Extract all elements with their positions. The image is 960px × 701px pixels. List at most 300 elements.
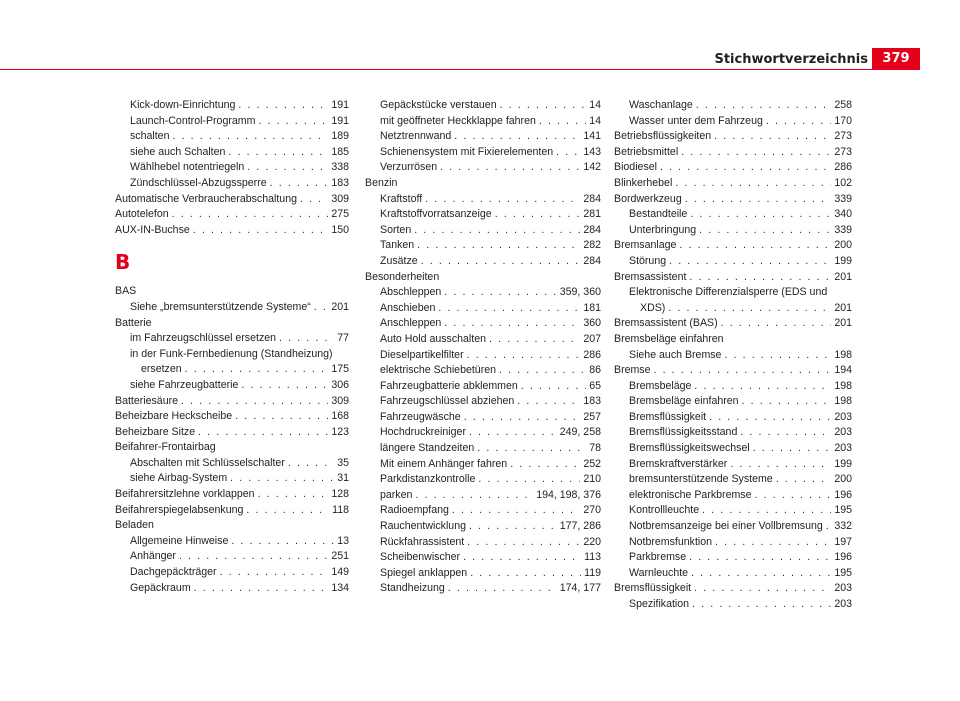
dot-leader	[753, 441, 832, 457]
dot-leader	[194, 581, 329, 597]
dot-leader	[198, 425, 328, 441]
dot-leader	[270, 176, 329, 192]
index-entry	[614, 223, 852, 239]
dot-leader	[702, 503, 831, 519]
index-entry-text: Netztrennwand	[380, 130, 452, 143]
index-heading: Besonderheiten	[365, 270, 440, 283]
index-entry	[365, 503, 601, 519]
index-entry	[115, 534, 349, 550]
index-entry-text: Bordwerkzeug	[614, 192, 682, 205]
dot-leader	[314, 300, 329, 316]
index-entry-text: Biodiesel	[614, 161, 657, 174]
index-entry-text: Waschanlage	[629, 99, 693, 111]
index-entry	[614, 566, 852, 582]
index-entry-page: 181	[583, 301, 601, 314]
dot-leader	[539, 114, 586, 130]
index-entry-page: 142	[583, 161, 601, 174]
index-entry-page: 251	[331, 550, 349, 563]
index-entry	[614, 519, 852, 535]
index-entry-page: 306	[331, 378, 349, 391]
index-entry	[365, 472, 601, 488]
index-heading: Beladen	[115, 519, 154, 532]
index-entry-text: Autotelefon	[115, 208, 169, 221]
index-entry-page: 282	[583, 239, 601, 252]
dot-leader	[238, 98, 328, 114]
index-entry-page: 194	[834, 364, 852, 377]
index-entry	[614, 316, 852, 332]
index-entry-text: Bremsassistent	[614, 270, 687, 283]
dot-leader	[220, 565, 329, 581]
index-entry-page: 196	[834, 551, 852, 564]
index-entry-text: Unterbringung	[629, 223, 697, 236]
index-entry-text: Rauchentwicklung	[380, 520, 466, 533]
index-entry	[614, 301, 852, 317]
index-entry-page: 252	[583, 457, 601, 470]
index-entry-page: 170	[834, 114, 852, 127]
index-entry	[115, 581, 349, 597]
index-entry-text: Anschieben	[380, 301, 436, 314]
index-entry	[614, 457, 852, 473]
index-subentry-text: in der Funk-Fernbedienung (Standheizung)	[130, 347, 333, 360]
dot-leader	[776, 472, 832, 488]
index-entry-text: Gepäckstücke verstauen	[380, 99, 497, 111]
index-entry-text: Bremsbeläge	[629, 379, 692, 392]
index-entry-page: 281	[583, 208, 601, 221]
index-entry-page: 183	[331, 176, 349, 189]
index-entry-text: Notbremsanzeige bei einer Vollbremsung	[629, 520, 823, 533]
index-entry-text: mit geöffneter Heckklappe fahren	[380, 114, 536, 127]
index-entry	[365, 535, 601, 551]
index-entry	[365, 441, 601, 457]
dot-leader	[415, 488, 533, 504]
dot-leader	[709, 410, 831, 426]
index-entry-page: 338	[331, 161, 349, 174]
index-entry	[365, 316, 601, 332]
page-header	[0, 48, 960, 70]
index-entry-text: siehe Airbag-System	[130, 472, 228, 485]
dot-leader	[681, 145, 831, 161]
dot-leader	[742, 394, 832, 410]
dot-leader	[668, 301, 831, 317]
index-entry	[115, 487, 349, 503]
dot-leader	[689, 270, 831, 286]
index-entry-page: 198	[834, 379, 852, 392]
index-entry-text: Siehe „bremsunterstützende Systeme“	[130, 300, 311, 313]
index-entry-page: 203	[834, 426, 852, 439]
index-entry-text: Launch-Control-Programm	[130, 114, 256, 127]
index-entry-page: 360	[583, 317, 601, 330]
dot-leader	[489, 332, 580, 348]
index-entry-page: 195	[834, 504, 852, 517]
index-entry-page: 359, 360	[559, 286, 601, 299]
dot-leader	[714, 129, 831, 145]
index-entry-page: 168	[331, 410, 349, 423]
index-entry-text: Blinkerhebel	[614, 176, 673, 189]
index-entry-text: Beheizbare Sitze	[115, 425, 196, 438]
index-entry	[115, 362, 349, 378]
index-entry	[614, 254, 852, 270]
index-entry-text: Bremsflüssigkeitsstand	[629, 426, 738, 439]
index-entry-text: Beifahrersitzlehne vorklappen	[115, 488, 255, 501]
index-entry-text: Tanken	[380, 239, 415, 252]
index-entry-text: Allgemeine Hinweise	[130, 534, 229, 547]
index-entry	[614, 535, 852, 551]
dot-leader	[288, 456, 334, 472]
dot-leader	[724, 348, 831, 364]
index-entry-text: Siehe auch Bremse	[629, 348, 722, 361]
index-entry	[115, 192, 349, 208]
dot-leader	[444, 316, 580, 332]
index-entry-text: Kraftstoffvorratsanzeige	[380, 208, 492, 221]
index-entry-text: Parkbremse	[629, 551, 687, 564]
index-entry	[115, 160, 349, 176]
dot-leader	[179, 549, 328, 565]
index-entry-page: 86	[589, 364, 601, 377]
index-entry-text: Automatische Verbraucherabschaltung	[115, 192, 297, 205]
index-entry-text: Radioempfang	[380, 504, 449, 517]
index-entry	[614, 425, 852, 441]
index-entry-page: 35	[337, 456, 349, 469]
index-heading: Benzin	[365, 176, 398, 189]
index-entry	[614, 114, 852, 130]
index-entry-page: 123	[331, 425, 349, 438]
header-title: Stichwortverzeichnis	[714, 52, 868, 67]
index-entry-page: 31	[337, 472, 349, 485]
index-entry-page: 149	[331, 566, 349, 579]
index-entry	[115, 456, 349, 472]
index-entry-page: 150	[331, 223, 349, 236]
index-entry	[115, 394, 349, 410]
dot-leader	[181, 394, 328, 410]
index-entry	[614, 238, 852, 254]
dot-leader	[421, 254, 581, 270]
index-entry-text: Fahrzeugwäsche	[380, 410, 461, 423]
index-entry	[365, 160, 601, 176]
index-entry-page: 286	[583, 348, 601, 361]
index-entry	[614, 441, 852, 457]
index-entry-text: längere Standzeiten	[380, 442, 475, 455]
index-entry	[365, 285, 601, 301]
index-entry	[115, 331, 349, 347]
index-heading: Bremsbeläge einfahren	[614, 332, 724, 345]
index-entry-page: 275	[331, 208, 349, 221]
index-entry-page: 340	[834, 208, 852, 221]
index-entry-text: Notbremsfunktion	[629, 535, 713, 548]
index-entry-text: Schienensystem mit Fixierelementen	[380, 145, 554, 158]
index-entry-text: Gepäckraum	[130, 581, 191, 594]
index-entry	[614, 550, 852, 566]
index-entry-text: AUX-IN-Buchse	[115, 223, 190, 236]
index-entry-page: 197	[834, 535, 852, 548]
index-entry	[614, 597, 852, 613]
index-entry-page: 210	[583, 473, 601, 486]
dot-leader	[258, 114, 328, 130]
dot-leader	[478, 472, 580, 488]
index-entry-text: Mit einem Anhänger fahren	[380, 457, 508, 470]
index-entry	[365, 192, 601, 208]
dot-leader	[730, 457, 831, 473]
index-entry-text: Beifahrerspiegelabsenkung	[115, 503, 244, 516]
index-entry-page: 195	[834, 566, 852, 579]
index-entry-page: 273	[834, 145, 852, 158]
index-entry-text: Zusätze	[380, 254, 418, 267]
dot-leader	[467, 535, 580, 551]
index-entry	[115, 503, 349, 519]
index-entry-text: Bestandteile	[629, 208, 688, 221]
index-entry	[365, 207, 601, 223]
header-rule	[0, 69, 872, 70]
dot-leader	[715, 535, 831, 551]
index-entry-text: siehe auch Schalten	[130, 145, 226, 158]
index-entry	[614, 488, 852, 504]
index-entry	[115, 409, 349, 425]
dot-leader	[477, 441, 586, 457]
index-entry-page: 286	[834, 161, 852, 174]
index-entry-text: schalten	[130, 130, 170, 143]
dot-leader	[495, 207, 581, 223]
index-entry	[365, 519, 601, 535]
index-entry-page: 273	[834, 130, 852, 143]
index-entry-text: Verzurrösen	[380, 161, 438, 174]
index-entry	[365, 254, 601, 270]
index-entry-text: Bremse	[614, 364, 651, 377]
index-entry	[115, 378, 349, 394]
index-entry-text: Spezifikation	[629, 598, 690, 610]
index-entry-page: 14	[589, 114, 601, 127]
index-entry-text: Anschleppen	[380, 317, 442, 330]
index-entry-text: Zündschlüssel-Abzugssperre	[130, 176, 267, 189]
index-entry	[614, 98, 852, 114]
index-entry-page: 203	[834, 582, 852, 595]
index-entry	[115, 549, 349, 565]
index-entry-text: Kick-down-Einrichtung	[130, 99, 236, 111]
dot-leader	[444, 285, 556, 301]
index-entry-text: Anhänger	[130, 550, 176, 563]
index-entry-page: 13	[337, 534, 349, 547]
index-entry	[115, 145, 349, 161]
dot-leader	[766, 114, 831, 130]
index-entry-text: Standheizung	[380, 582, 445, 595]
index-entry-page: 199	[834, 457, 852, 470]
index-entry-page: 196	[834, 488, 852, 501]
index-entry-text: XDS)	[640, 301, 666, 314]
dot-leader	[279, 331, 334, 347]
index-entry-page: 309	[331, 192, 349, 205]
index-entry	[365, 348, 601, 364]
index-entry	[365, 238, 601, 254]
index-entry	[365, 363, 601, 379]
index-entry	[614, 176, 852, 192]
dot-leader	[438, 301, 580, 317]
dot-leader	[721, 316, 832, 332]
dot-leader	[660, 160, 831, 176]
index-entry	[614, 207, 852, 223]
index-entry	[365, 145, 601, 161]
index-entry-text: Kontrollleuchte	[629, 504, 700, 517]
index-entry	[115, 471, 349, 487]
dot-leader	[247, 160, 328, 176]
index-entry	[614, 129, 852, 145]
index-entry	[614, 394, 852, 410]
index-entry	[115, 114, 349, 130]
index-entry-page: 134	[331, 581, 349, 594]
index-entry-page: 284	[583, 223, 601, 236]
dot-leader	[414, 223, 580, 239]
index-entry-page: 207	[583, 332, 601, 345]
index-entry-text: Abschalten mit Schlüsselschalter	[130, 456, 285, 469]
index-entry-text: Beheizbare Heckscheibe	[115, 410, 233, 423]
index-entry-page: 339	[834, 223, 852, 236]
index-entry	[115, 207, 349, 223]
index-entry-text: im Fahrzeugschlüssel ersetzen	[130, 332, 277, 345]
index-entry	[365, 114, 601, 130]
dot-leader	[499, 363, 586, 379]
index-entry-text: Spiegel anklappen	[380, 566, 468, 579]
dot-leader	[694, 379, 831, 395]
dot-leader	[464, 410, 581, 426]
dot-leader	[228, 145, 328, 161]
index-entry-page: 198	[834, 395, 852, 408]
dot-leader	[440, 160, 580, 176]
index-entry	[614, 363, 852, 379]
index-entry-page: 200	[834, 239, 852, 252]
dot-leader	[694, 581, 831, 597]
index-entry-text: Bremsassistent (BAS)	[614, 317, 718, 330]
dot-leader	[510, 457, 580, 473]
index-entry-page: 220	[583, 535, 601, 548]
index-entry	[365, 457, 601, 473]
index-heading: Beifahrer-Frontairbag	[115, 441, 216, 454]
index-entry-text: ersetzen	[141, 363, 182, 376]
index-entry-page: 309	[331, 394, 349, 407]
dot-leader	[754, 488, 831, 504]
index-entry-text: parken	[380, 488, 413, 501]
dot-leader	[470, 566, 581, 582]
index-entry	[614, 410, 852, 426]
dot-leader	[463, 550, 581, 566]
index-entry	[614, 348, 852, 364]
index-entry-text: Scheibenwischer	[380, 551, 461, 564]
index-entry-page: 203	[834, 598, 852, 610]
dot-leader	[699, 223, 831, 239]
index-entry	[365, 550, 601, 566]
index-entry-page: 141	[583, 130, 601, 143]
dot-leader	[675, 176, 831, 192]
section-letter: B	[115, 250, 131, 275]
index-entry-text: Betriebsmittel	[614, 145, 679, 158]
index-entry-page: 201	[834, 317, 852, 330]
dot-leader	[669, 254, 831, 270]
index-entry-page: 143	[583, 145, 601, 158]
index-entry-text: Betriebsflüssigkeiten	[614, 130, 712, 143]
index-entry	[115, 176, 349, 192]
index-entry-text: elektronische Parkbremse	[629, 488, 752, 501]
index-entry-text: Batteriesäure	[115, 394, 179, 407]
index-entry-page: 183	[583, 395, 601, 408]
dot-leader	[500, 98, 587, 114]
index-entry	[365, 425, 601, 441]
index-entry-page: 339	[834, 192, 852, 205]
index-entry-page: 65	[589, 379, 601, 392]
index-entry-page: 78	[589, 442, 601, 455]
dot-leader	[300, 192, 328, 208]
index-entry-page: 200	[834, 473, 852, 486]
index-entry	[365, 332, 601, 348]
index-entry-page: 203	[834, 442, 852, 455]
index-entry-page: 203	[834, 410, 852, 423]
index-column-1	[115, 98, 349, 596]
index-entry-page: 332	[834, 520, 852, 533]
index-entry-text: Dieselpartikelfilter	[380, 348, 464, 361]
index-entry-page: 177, 286	[559, 520, 601, 533]
index-entry-text: Parkdistanzkontrolle	[380, 473, 476, 486]
dot-leader	[689, 550, 831, 566]
dot-leader	[556, 145, 580, 161]
index-entry-page: 14	[589, 99, 601, 111]
index-entry	[614, 503, 852, 519]
index-entry-text: Bremsflüssigkeitswechsel	[629, 442, 750, 455]
index-column-2	[365, 98, 601, 597]
dot-leader	[654, 363, 832, 379]
index-entry-page: 119	[584, 566, 601, 579]
index-entry-text: Auto Hold ausschalten	[380, 332, 487, 345]
index-entry	[614, 472, 852, 488]
index-entry-text: Sorten	[380, 223, 412, 236]
index-entry-page: 128	[331, 488, 349, 501]
index-entry-text: Fahrzeugschlüssel abziehen	[380, 395, 515, 408]
dot-leader	[185, 362, 329, 378]
index-entry	[365, 410, 601, 426]
dot-leader	[469, 425, 557, 441]
dot-leader	[696, 98, 832, 114]
index-entry-page: 201	[331, 300, 349, 313]
dot-leader	[172, 129, 328, 145]
dot-leader	[193, 223, 329, 239]
dot-leader	[517, 394, 580, 410]
index-entry	[614, 581, 852, 597]
index-entry-page: 270	[583, 504, 601, 517]
index-entry-page: 284	[583, 192, 601, 205]
dot-leader	[448, 581, 557, 597]
index-entry-text: Hochdruckreiniger	[380, 426, 466, 439]
index-entry-page: 175	[331, 363, 349, 376]
dot-leader	[452, 503, 580, 519]
index-entry	[365, 223, 601, 239]
index-entry-text: Bremskraftverstärker	[629, 457, 728, 470]
index-entry-text: Fahrzeugbatterie abklemmen	[380, 379, 518, 392]
index-entry-text: elektrische Schiebetüren	[380, 364, 497, 377]
index-entry-page: 191	[331, 99, 349, 111]
index-subentry-text: Elektronische Differenzialsperre (EDS und	[629, 286, 828, 299]
index-entry-page: 102	[834, 176, 852, 189]
dot-leader	[235, 409, 328, 425]
index-entry-text: Kraftstoff	[380, 192, 423, 205]
index-entry	[614, 145, 852, 161]
dot-leader	[231, 534, 334, 550]
dot-leader	[685, 192, 832, 208]
dot-leader	[246, 503, 329, 519]
index-entry-text: Bremsflüssigkeit	[614, 582, 692, 595]
index-entry-text: Störung	[629, 254, 667, 267]
index-entry	[365, 566, 601, 582]
index-entry-text: Bremsanlage	[614, 239, 677, 252]
dot-leader	[454, 129, 580, 145]
dot-leader	[417, 238, 580, 254]
index-entry	[614, 379, 852, 395]
index-entry-page: 174, 177	[559, 582, 601, 595]
dot-leader	[241, 378, 328, 394]
index-entry-page: 113	[584, 551, 601, 564]
